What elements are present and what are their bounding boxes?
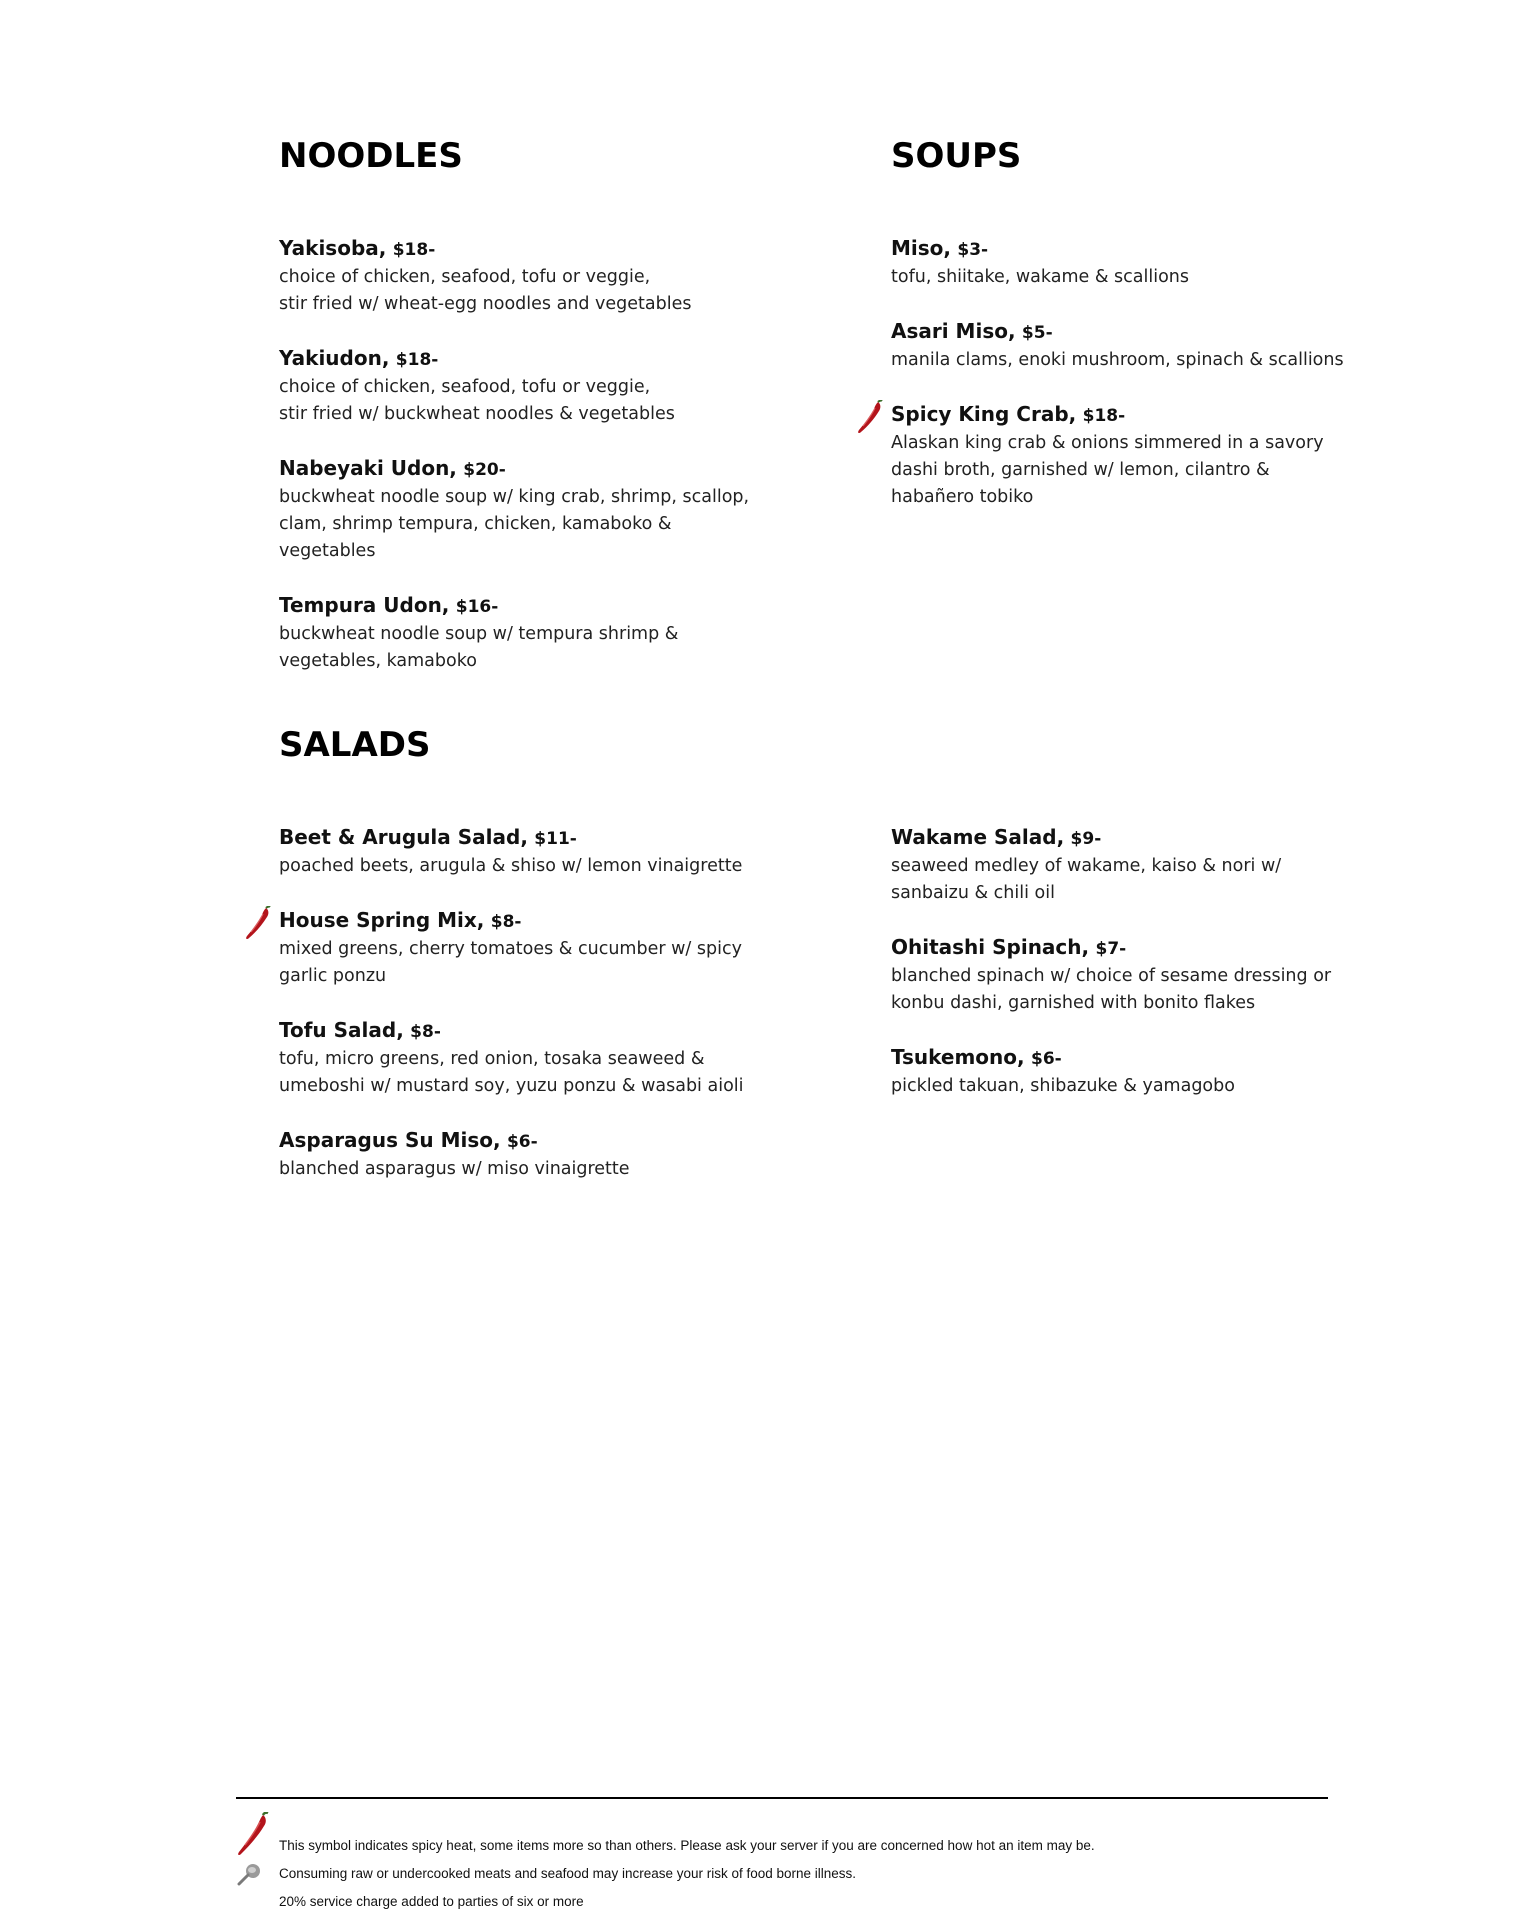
- menu-item: [279, 1126, 799, 1183]
- menu-item-price: $9-: [1070, 829, 1102, 849]
- menu-item-description: mixed greens, cherry tomatoes & cucumber w/ spicy garlic ponzu: [279, 939, 742, 986]
- noodles-list: [279, 234, 799, 701]
- menu-item-name: House Spring Mix,: [279, 908, 485, 932]
- footer-notes: [236, 1832, 1336, 1916]
- menu-item-name: Nabeyaki Udon,: [279, 456, 457, 480]
- salads-list-right: [891, 823, 1411, 1126]
- menu-item: [279, 591, 799, 675]
- menu-item-name: Yakiudon,: [279, 346, 390, 370]
- menu-item-name: Miso,: [891, 236, 951, 260]
- menu-item-name: Wakame Salad,: [891, 825, 1065, 849]
- chili-pepper-icon: [857, 400, 883, 434]
- menu-item-description: choice of chicken, seafood, tofu or veggie, stir fried w/ buckwheat noodles & vegetables: [279, 377, 675, 424]
- menu-item-heading: [279, 823, 799, 853]
- menu-item-heading: [279, 1016, 799, 1046]
- menu-item-price: $18-: [395, 350, 439, 370]
- menu-item-name: Tempura Udon,: [279, 593, 450, 617]
- chili-pepper-icon: [245, 906, 271, 940]
- raw-note: Consuming raw or undercooked meats and seafood may increase your risk of food borne illness.: [236, 1860, 1336, 1888]
- menu-item-heading: [891, 933, 1411, 963]
- menu-item-description: Alaskan king crab & onions simmered in a savory dashi broth, garnished w/ lemon, cilantro & habañero tobiko: [891, 433, 1324, 507]
- menu-item-description: blanched asparagus w/ miso vinaigrette: [279, 1159, 630, 1179]
- menu-item-heading: [279, 344, 799, 374]
- menu-item-description: blanched spinach w/ choice of sesame dressing or konbu dashi, garnished with bonito flakes: [891, 966, 1332, 1013]
- soups-title: SOUPS: [891, 136, 1022, 176]
- menu-item-name: Spicy King Crab,: [891, 402, 1077, 426]
- menu-item-heading: [891, 823, 1411, 853]
- menu-item-name: Tsukemono,: [891, 1045, 1025, 1069]
- footer-divider: [236, 1797, 1328, 1799]
- menu-item-heading: [891, 234, 1411, 264]
- soups-list: [891, 234, 1411, 537]
- menu-item-price: $18-: [392, 240, 436, 260]
- noodles-title: NOODLES: [279, 136, 463, 176]
- menu-item-name: Ohitashi Spinach,: [891, 935, 1090, 959]
- menu-item-heading: [891, 317, 1411, 347]
- menu-item-description: manila clams, enoki mushroom, spinach & scallions: [891, 350, 1344, 370]
- menu-item: [279, 823, 799, 880]
- menu-item-price: $7-: [1095, 939, 1127, 959]
- menu-item-name: Beet & Arugula Salad,: [279, 825, 528, 849]
- menu-item-name: Asparagus Su Miso,: [279, 1128, 501, 1152]
- menu-item: [891, 317, 1411, 374]
- salads-list-left: [279, 823, 799, 1209]
- menu-item-heading: [279, 234, 799, 264]
- menu-item-price: $8-: [410, 1022, 441, 1042]
- menu-item-heading: [279, 454, 799, 484]
- menu-item-description: poached beets, arugula & shiso w/ lemon vinaigrette: [279, 856, 743, 876]
- menu-item-heading: [279, 906, 799, 936]
- menu-item-price: $6-: [506, 1132, 538, 1152]
- menu-item-description: tofu, micro greens, red onion, tosaka seaweed & umeboshi w/ mustard soy, yuzu ponzu & wasabi aioli: [279, 1049, 744, 1096]
- menu-item-heading: [891, 1043, 1411, 1073]
- menu-item-heading: [279, 591, 799, 621]
- salads-title: SALADS: [279, 725, 431, 765]
- menu-item: [279, 1016, 799, 1100]
- menu-item-price: $16-: [455, 597, 499, 617]
- menu-item-name: Yakisoba,: [279, 236, 387, 260]
- service-note: 20% service charge added to parties of six or more: [279, 1894, 584, 1909]
- menu-item-description: buckwheat noodle soup w/ king crab, shrimp, scallop, clam, shrimp tempura, chicken, kamaboko & vegetables: [279, 487, 750, 561]
- menu-item-description: buckwheat noodle soup w/ tempura shrimp & vegetables, kamaboko: [279, 624, 679, 671]
- menu-item-description: tofu, shiitake, wakame & scallions: [891, 267, 1190, 287]
- menu-item: [279, 234, 799, 318]
- menu-item: [891, 933, 1411, 1017]
- menu-item-description: pickled takuan, shibazuke & yamagobo: [891, 1076, 1235, 1096]
- menu-item-price: $3-: [957, 240, 989, 260]
- menu-item: [891, 1043, 1411, 1100]
- menu-item-heading: [891, 400, 1411, 430]
- menu-item-price: $11-: [534, 829, 577, 849]
- menu-item-price: $8-: [490, 912, 522, 932]
- menu-item: [891, 823, 1411, 907]
- menu-item-price: $6-: [1030, 1049, 1062, 1069]
- menu-item-price: $18-: [1082, 406, 1126, 426]
- menu-item: [891, 234, 1411, 291]
- menu-item: [891, 400, 1411, 511]
- menu-item-description: seaweed medley of wakame, kaiso & nori w/ sanbaizu & chili oil: [891, 856, 1282, 903]
- menu-item-heading: [279, 1126, 799, 1156]
- spicy-note: This symbol indicates spicy heat, some items more so than others. Please ask your server if you are concerned how hot an item may be.: [236, 1832, 1336, 1860]
- menu-item: [279, 454, 799, 565]
- menu-item: [279, 906, 799, 990]
- menu-item-price: $20-: [463, 460, 506, 480]
- menu-item-description: choice of chicken, seafood, tofu or veggie, stir fried w/ wheat-egg noodles and vegetables: [279, 267, 692, 314]
- menu-item: [279, 344, 799, 428]
- menu-item-price: $5-: [1021, 323, 1053, 343]
- menu-item-name: Asari Miso,: [891, 319, 1016, 343]
- menu-item-name: Tofu Salad,: [279, 1018, 404, 1042]
